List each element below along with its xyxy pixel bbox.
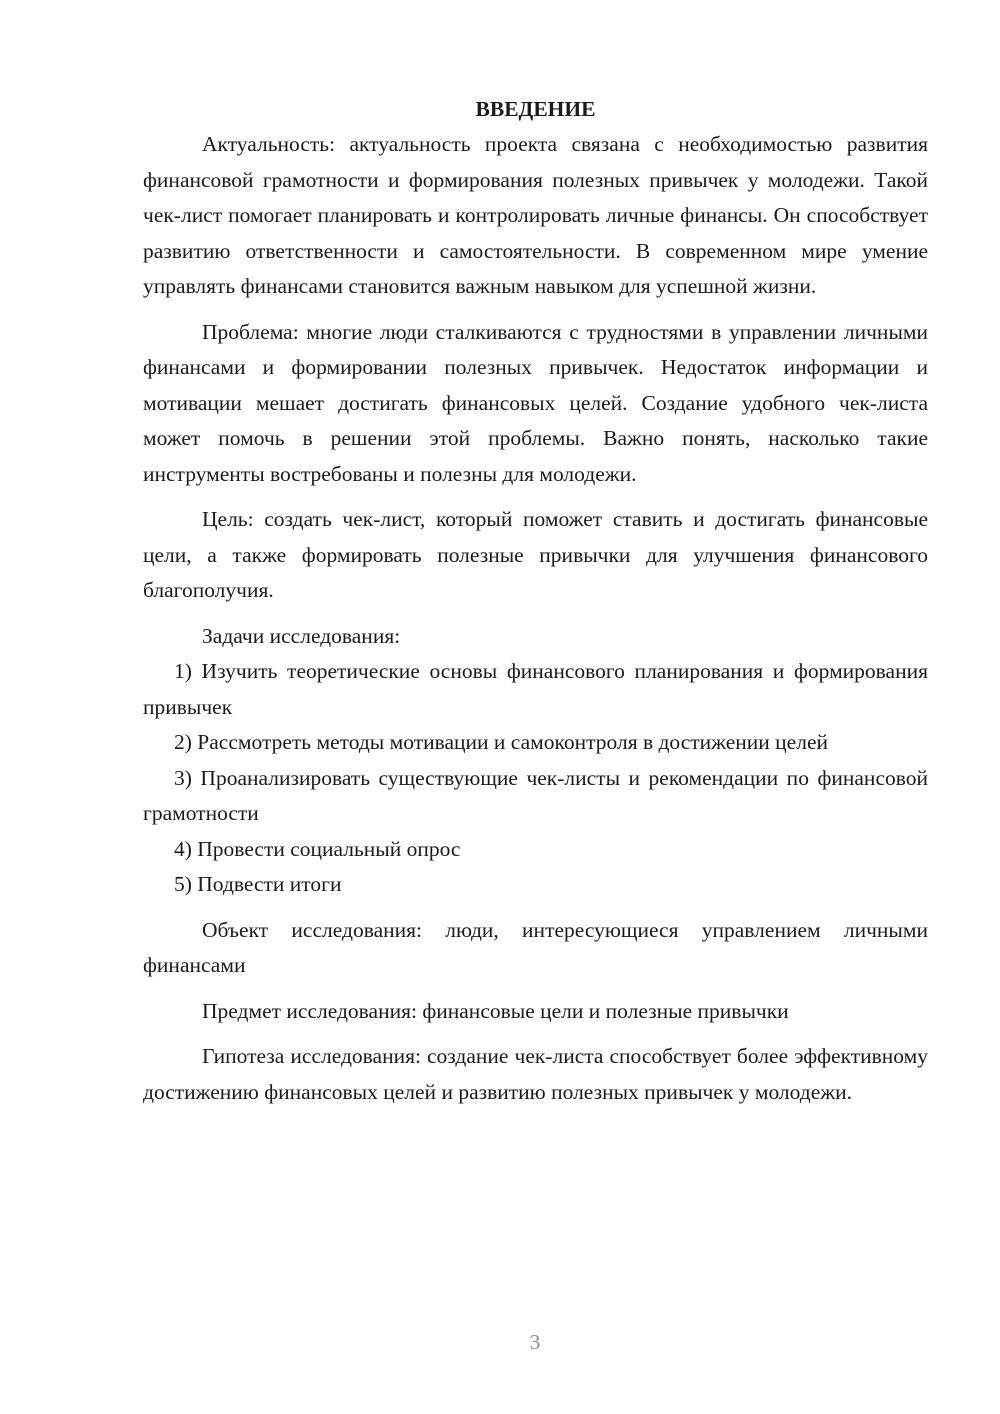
task-item-4: 4) Провести социальный опрос (174, 836, 461, 861)
tasks-title: Задачи исследования: (202, 623, 401, 648)
task-item-2: 2) Рассмотреть методы мотивации и самоконтроля в достижении целей (174, 730, 828, 754)
page-number: 3 (529, 1330, 541, 1354)
paragraph-goal: Цель: создать чек-лист, который поможет ставить и достигать финансовые цели, а также формировать полезные привычки для улучшения финансового благополучия. (143, 507, 928, 602)
paragraph-hypothesis: Гипотеза исследования: создание чек-листа способствует более эффективному достижению финансовых целей и развитию полезных привычек у молодежи. (143, 1044, 928, 1104)
task-item-5: 5) Подвести итоги (174, 872, 342, 896)
document-page (143, 92, 928, 1110)
task-item-1: 1) Изучить теоретические основы финансового планирования и формирования привычек (143, 659, 928, 719)
paragraph-object: Объект исследования: люди, интересующиеся управлением личными финансами (143, 917, 928, 977)
section-heading: ВВЕДЕНИЕ (475, 97, 596, 121)
paragraph-relevance: Актуальность: актуальность проекта связана с необходимостью развития финансовой грамотности и формирования полезных привычек у молодежи. Такой чек-лист помогает планировать и контролировать личные финансы. Он способствует развитию ответственности и самостоятельности. В современном мире умение управлять финансами становится важным навыком для успешной жизни. (143, 132, 928, 298)
paragraph-subject: Предмет исследования: финансовые цели и полезные привычки (202, 998, 789, 1023)
paragraph-problem: Проблема: многие люди сталкиваются с трудностями в управлении личными финансами и формировании полезных привычек. Недостаток информации и мотивации мешает достигать финансовых целей. Создание удобного чек-листа может помочь в решении этой проблемы. Важно понять, насколько такие инструменты востребованы и полезны для молодежи. (143, 319, 928, 486)
task-item-3: 3) Проанализировать существующие чек-листы и рекомендации по финансовой грамотности (143, 765, 928, 825)
